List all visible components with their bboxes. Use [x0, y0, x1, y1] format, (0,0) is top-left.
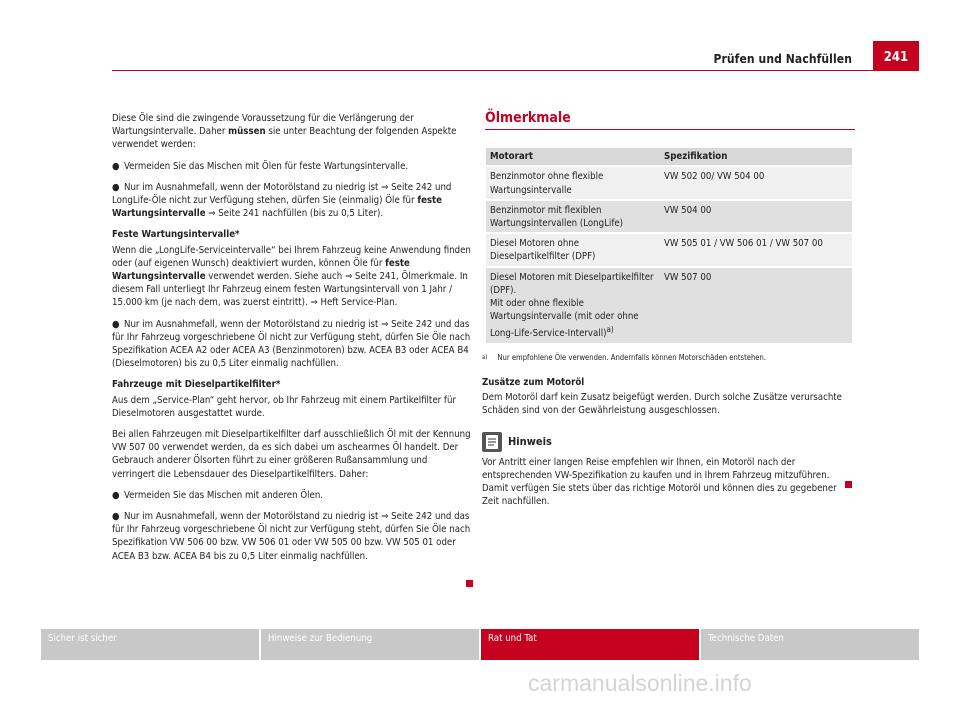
hint-header — [482, 432, 852, 452]
footnote-text: Nur empfohlene Öle verwenden. Andernfalls können Motorschäden entstehen. — [497, 352, 766, 362]
heading-zusatz: Zusätze zum Motoröl — [482, 377, 585, 389]
intro-paragraph: Diese Öle sind die zwingende Voraussetzung für die Verlängerung der Wartungsintervalle. Daher müssen sie unter Beachtung der folgenden Aspekte verwendet werden: — [112, 113, 457, 151]
paragraph-feste: Wenn die „LongLife-Serviceintervalle“ bei Ihrem Fahrzeug keine Anwendung finden oder (auf eigenen Wunsch) deaktiviert wurden, können Öle für feste Wartungsintervalle verwendet werden. Siehe auch ⇒ Seite 241, Ölmerkmale. In diesem Fall unterliegt Ihr Fahrzeug einem festen Wartungsintervall von 1 Jahr / 15.000 km (je nach dem, was zuerst eintritt). ⇒ Heft Service-Plan. — [112, 244, 471, 309]
table-footnote — [482, 351, 852, 364]
list-item: ● Nur im Ausnahmefall, wenn der Motorölstand zu niedrig ist ⇒ Seite 242 und das für Ihr Fahrzeug vorgeschriebene Öl nicht zur Verfügung steht, dürfen Sie Öle nach Spezifikation VW 506 00 bzw. VW 506 01 oder VW 505 00 bzw. VW 505 01 oder ACEA B3 bzw. ACEA B4 bis zu 0,5 Liter einmalig nachfüllen. — [112, 511, 471, 562]
watermark: carmanualsonline.info — [528, 670, 752, 696]
oil-specs-title: Ölmerkmale — [485, 112, 855, 130]
footnote-ref: a) — [606, 325, 614, 335]
list-item: ● Nur im Ausnahmefall, wenn der Motorölstand zu niedrig ist ⇒ Seite 242 und das für Ihr Fahrzeug vorgeschriebene Öl nicht zur Verfügung steht, dürfen Sie Öle nach Spezifikation ACEA A2 oder ACEA A3 (Benzinmotoren) bzw. ACEA B3 oder ACEA B4 (Dieselmotoren) bis zu 0,5 Liter einmalig nachfüllen. — [112, 318, 471, 370]
cell-spec: VW 504 00 — [660, 201, 852, 232]
hint-box — [482, 432, 852, 509]
oil-spec-table — [486, 146, 852, 345]
cell-spec: VW 507 00 — [660, 268, 852, 343]
cell-motor: Diesel Motoren ohne Dieselpartikelfilter (DPF) — [486, 234, 660, 265]
bullet-icon: ● — [112, 489, 120, 501]
column-header-motor: Motorart — [486, 148, 660, 165]
table-row — [486, 268, 852, 343]
page-number: 241 — [873, 41, 919, 71]
hint-title: Hinweis — [508, 435, 552, 449]
hint-text: Vor Antritt einer langen Reise empfehlen wir Ihnen, ein Motoröl nach der entsprechenden VW-Spezifikation zu kaufen und in Ihrem Fahrzeug mitzuführen. Damit verfügen Sie stets über das richtige Motoröl und können dies zu gegebener Zeit nachfüllen. — [482, 456, 837, 508]
cell-motor: Benzinmotor ohne flexible Wartungsintervalle — [486, 167, 660, 198]
column-header-spec: Spezifikation — [660, 148, 852, 165]
chapter-nav — [41, 629, 919, 660]
paragraph-dpf-2: Bei allen Fahrzeugen mit Dieselpartikelfilter darf ausschließlich Öl mit der Kennung VW 507 00 verwendet werden, da es sich dabei um aschearmes Öl handelt. Der Gebrauch anderer Ölsorten führt zu einer größeren Rußansammlung und verringert die Lebensdauer des Dieselpartikelfilters. Daher: — [112, 429, 471, 480]
note-icon — [482, 432, 502, 452]
cell-spec: VW 502 00/ VW 504 00 — [660, 167, 852, 198]
section-title: Prüfen und Nachfüllen — [713, 52, 852, 66]
table-row — [486, 201, 852, 232]
tab-rat-und-tat[interactable]: Rat und Tat — [481, 629, 699, 660]
section-end-marker — [845, 481, 852, 488]
page-header — [0, 41, 960, 71]
list-item: ● Vermeiden Sie das Mischen mit anderen Ölen. — [112, 489, 324, 501]
heading-feste: Feste Wartungsintervalle* — [112, 229, 240, 241]
bullet-icon: ● — [112, 160, 120, 172]
bullet-icon: ● — [112, 181, 120, 193]
left-column — [112, 112, 472, 571]
table-row — [486, 234, 852, 265]
footnote-mark: a) — [482, 353, 488, 361]
tab-technische-daten[interactable]: Technische Daten — [701, 629, 919, 660]
tab-sicher-ist-sicher[interactable]: Sicher ist sicher — [41, 629, 259, 660]
paragraph-zusatz: Dem Motoröl darf kein Zusatz beigefügt werden. Durch solche Zusätze verursachte Schäden sind von der Gewährleistung ausgeschlossen. — [482, 392, 842, 417]
tab-hinweise-zur-bedienung[interactable]: Hinweise zur Bedienung — [261, 629, 479, 660]
right-column — [482, 112, 852, 508]
bullet-icon: ● — [112, 511, 120, 523]
header-divider — [112, 70, 874, 71]
list-item: ● Nur im Ausnahmefall, wenn der Motorölstand zu niedrig ist ⇒ Seite 242 und LongLife-Öle nicht zur Verfügung stehen, dürfen Sie (einmalig) Öle für feste Wartungsintervalle ⇒ Seite 241 nachfüllen (bis zu 0,5 Liter). — [112, 181, 452, 220]
table-row — [486, 167, 852, 198]
cell-motor: Diesel Motoren mit Dieselpartikelfilter (DPF). Mit oder ohne flexible Wartungsintervalle (mit oder ohne Long-Life-Service-Intervall)$^{a)}$ — [486, 268, 660, 343]
list-item: ● Vermeiden Sie das Mischen mit Ölen für feste Wartungsintervalle. — [112, 160, 409, 172]
bullet-icon: ● — [112, 318, 120, 330]
cell-motor: Benzinmotor mit flexiblen Wartungsintervallen (LongLife) — [486, 201, 660, 232]
cell-spec: VW 505 01 / VW 506 01 / VW 507 00 — [660, 234, 852, 265]
paragraph-dpf-1: Aus dem „Service-Plan“ geht hervor, ob Ihr Fahrzeug mit einem Partikelfilter für Dieselmotoren ausgestattet wurde. — [112, 394, 456, 419]
section-end-marker — [466, 580, 473, 587]
heading-dpf: Fahrzeuge mit Dieselpartikelfilter* — [112, 379, 281, 391]
